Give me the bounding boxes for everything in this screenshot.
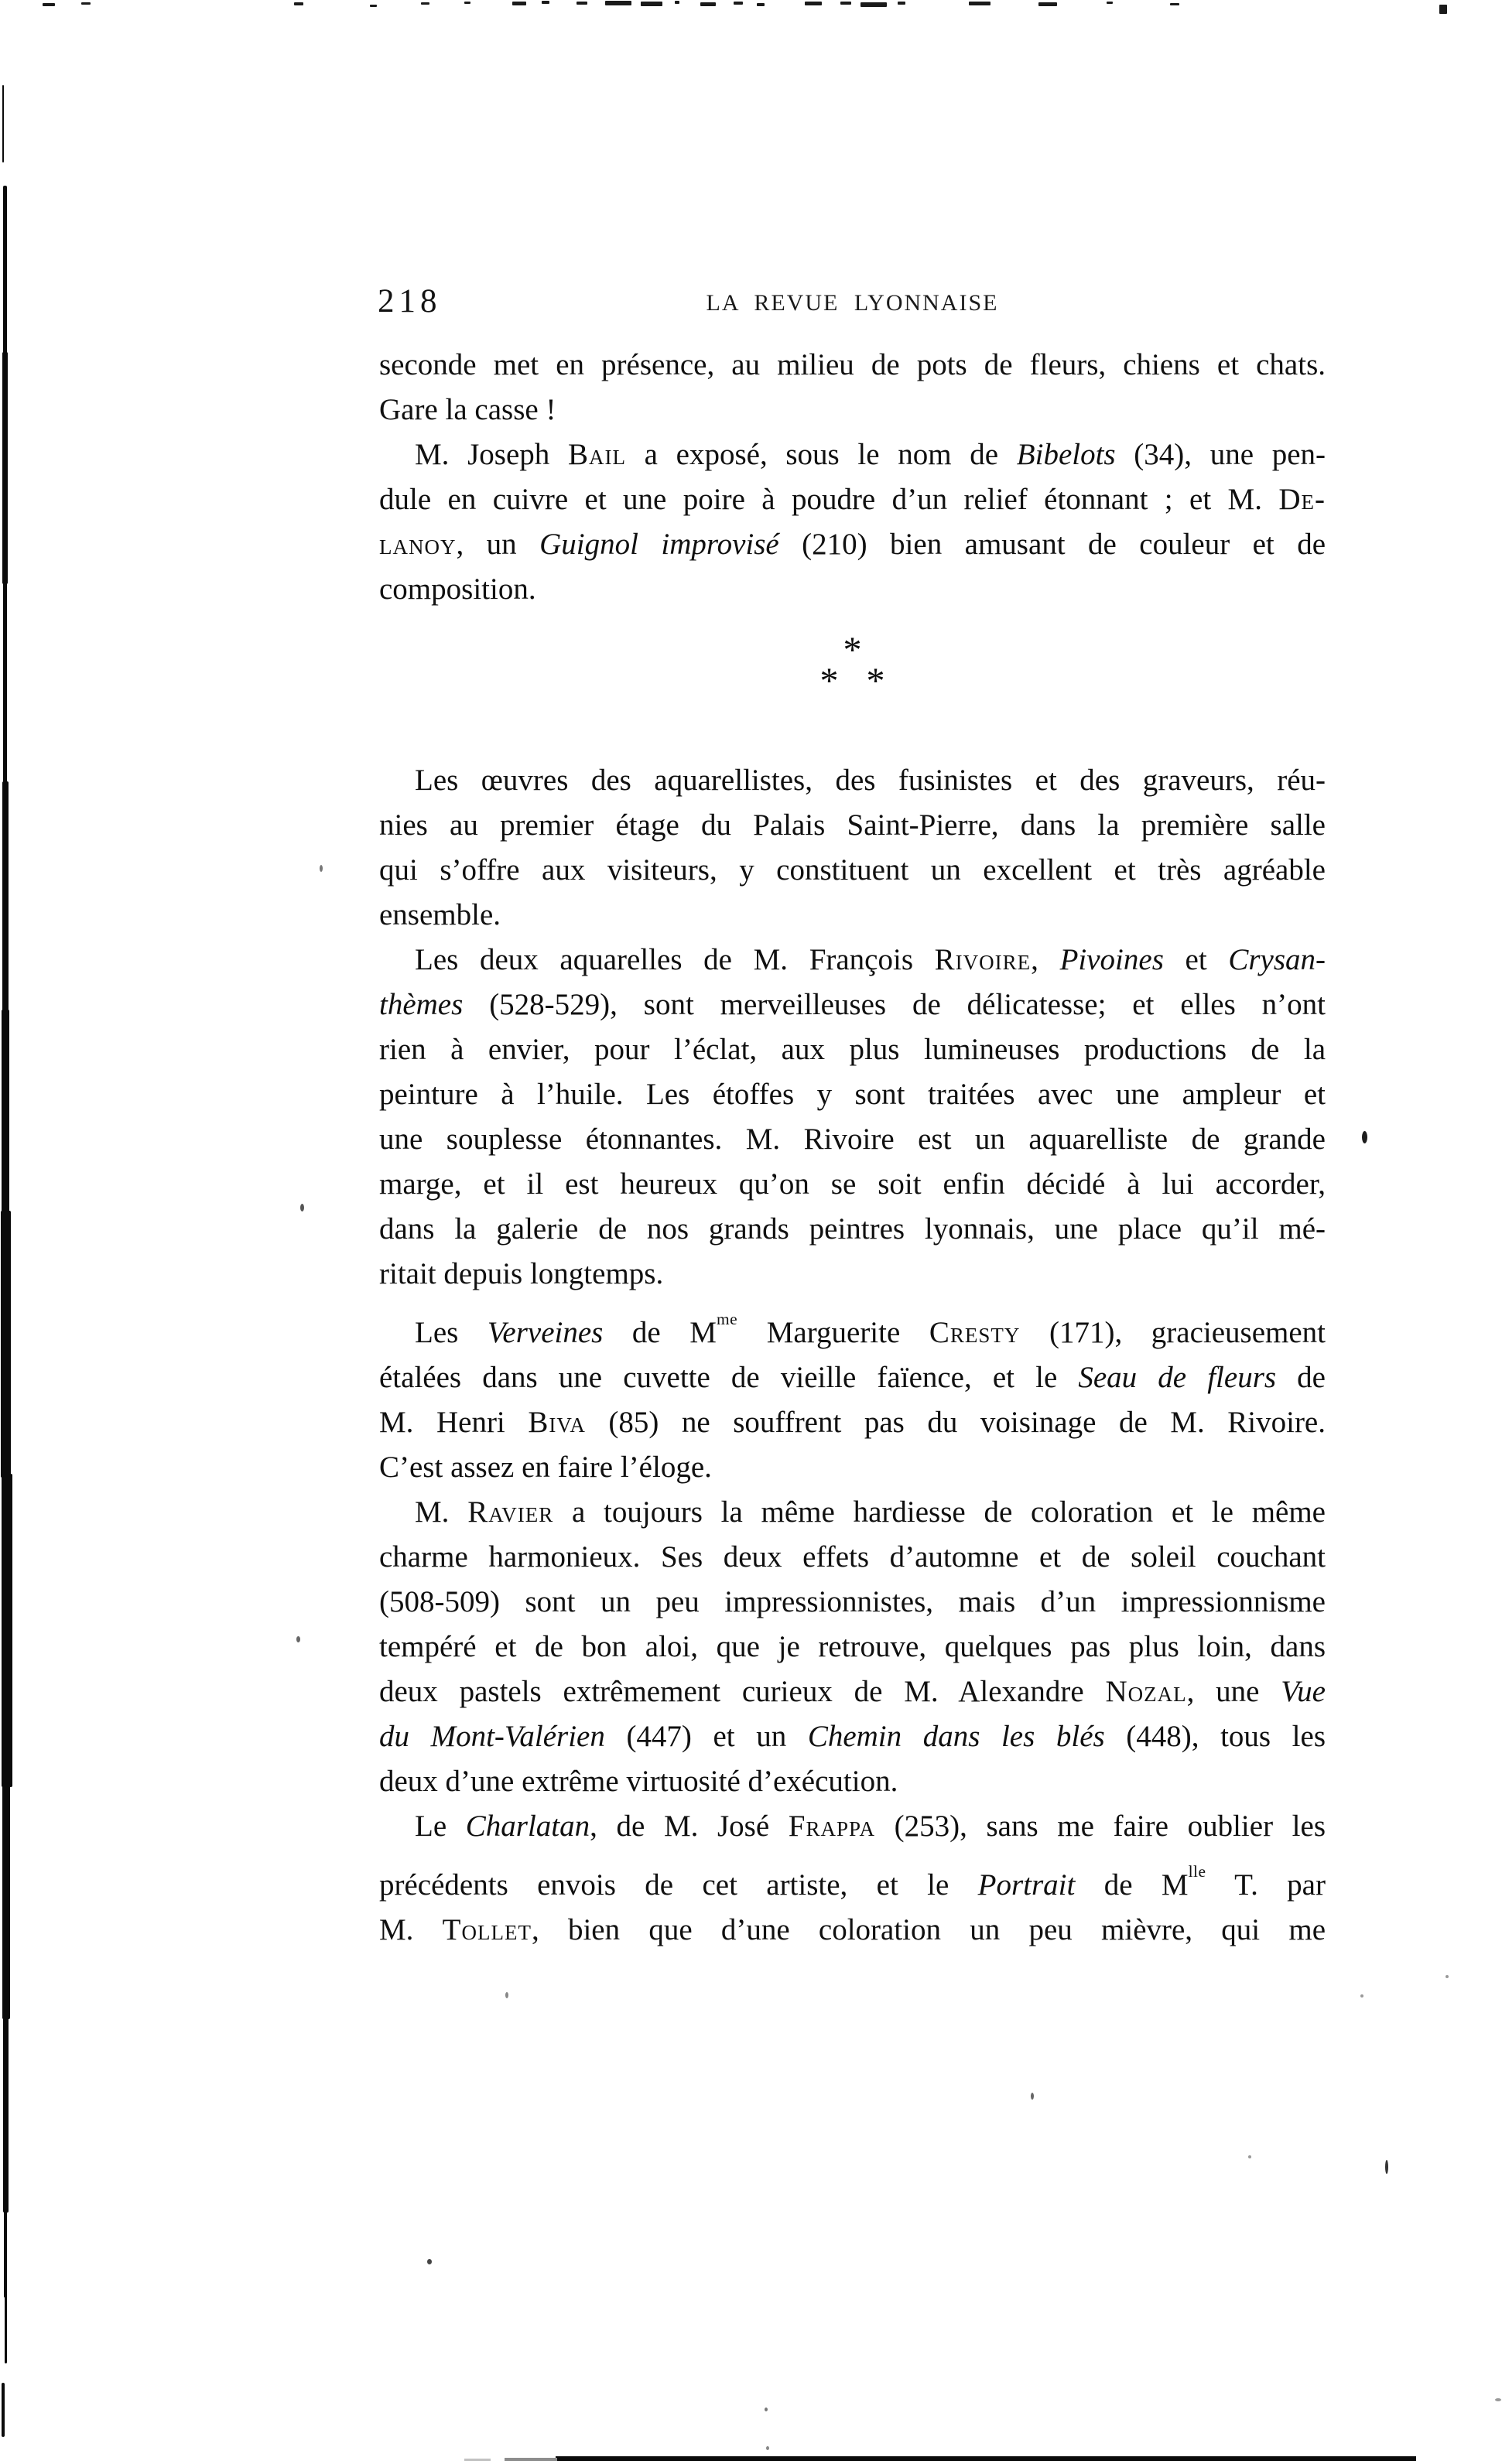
text-line: M. Henri Biva (85) ne souffrent pas du voisinage de M. Rivoire.: [379, 1406, 1326, 1440]
ink-speck: [766, 2446, 769, 2450]
running-title: LA REVUE LYONNAISE: [706, 290, 999, 316]
text-line: M. Joseph Bail a exposé, sous le nom de Bibelots (34), une pen-: [415, 438, 1326, 471]
text-line: deux pastels extrêmement curieux de M. Alexandre Nozal, une Vue: [379, 1675, 1326, 1709]
ink-speck: [1031, 2093, 1034, 2100]
ink-speck: [860, 2, 887, 7]
text-line: dule en cuivre et une poire à poudre d’un relief étonnant ; et M. De-: [379, 483, 1326, 516]
text-line: M. Tollet, bien que d’une coloration un peu mièvre, qui me: [379, 1913, 1326, 1947]
ink-speck: [2, 2383, 5, 2437]
text-line: Les œuvres des aquarellistes, des fusinistes et des graveurs, réu-: [415, 764, 1326, 797]
ink-speck: [700, 2, 716, 6]
ink-speck: [1, 1211, 11, 1478]
text-line: une souplesse étonnantes. M. Rivoire est un aquarelliste de grande: [379, 1123, 1326, 1156]
ink-speck: [2, 352, 8, 584]
ink-speck: [840, 2, 851, 5]
ink-speck: [2, 1474, 12, 1787]
ink-speck: [4, 2209, 7, 2298]
ink-speck: [43, 3, 55, 6]
text-line: Les deux aquarelles de M. François Rivoire, Pivoines et Crysan-: [415, 943, 1326, 976]
section-break-asterisks: [379, 612, 1326, 758]
text-line: peinture à l’huile. Les étoffes y sont traitées avec une ampleur et: [379, 1078, 1326, 1111]
ink-speck: [294, 2, 303, 5]
ink-speck: [1107, 2, 1113, 4]
text-line: dans la galerie de nos grands peintres lyonnais, une place qu’il mé-: [379, 1212, 1326, 1246]
text-line: nies au premier étage du Palais Saint-Pierre, dans la première salle: [379, 808, 1326, 842]
text-line: du Mont-Valérien (447) et un Chemin dans les blés (448), tous les: [379, 1720, 1326, 1754]
ink-speck: [542, 1, 549, 4]
ink-speck: [605, 1, 631, 5]
ink-speck: [898, 2, 905, 5]
ink-speck: [734, 2, 743, 5]
ink-speck: [765, 2408, 768, 2411]
text-line: qui s’offre aux visiteurs, y constituent un excellent et très agréable: [379, 853, 1326, 887]
paragraph: [379, 1297, 1326, 1490]
text-line: rien à envier, pour l’éclat, aux plus lumineuses productions de la: [379, 1033, 1326, 1066]
text-line: M. Ravier a toujours la même hardiesse de coloration et le même: [415, 1495, 1326, 1529]
ink-speck: [505, 1992, 508, 1998]
paragraph: [379, 1490, 1326, 1804]
text-block: [379, 343, 1326, 1953]
text-line: C’est assez en faire l’éloge.: [379, 1451, 712, 1485]
ink-speck: [556, 2456, 1416, 2461]
ink-speck: [427, 2259, 432, 2264]
ink-speck: [1385, 2160, 1388, 2174]
ink-speck: [805, 2, 822, 5]
ink-speck: [421, 2, 429, 5]
ink-speck: [577, 2, 587, 5]
ink-speck: [300, 1204, 304, 1211]
ink-speck: [2, 781, 9, 1013]
asterisk-row-2: * *: [819, 661, 885, 702]
ink-speck: [3, 2015, 9, 2213]
text-line: étalées dans une cuvette de vieille faïence, et le Seau de fleurs de: [379, 1361, 1326, 1395]
ink-speck: [320, 865, 323, 872]
asterisk-row-1: *: [843, 630, 862, 671]
text-line: (508-509) sont un peu impressionnistes, mais d’un impressionnisme: [379, 1585, 1326, 1619]
ink-speck: [675, 1, 679, 4]
ink-speck: [2, 1783, 10, 2019]
ink-speck: [5, 2294, 7, 2363]
ink-speck: [370, 5, 377, 7]
paragraph: [379, 938, 1326, 1297]
paragraph: [379, 1804, 1326, 1953]
ink-speck: [1170, 3, 1179, 5]
ink-speck: [512, 2, 526, 5]
ink-speck: [2, 1010, 9, 1215]
ink-speck: [969, 2, 990, 5]
ink-speck: [3, 186, 7, 356]
ink-speck: [3, 580, 7, 785]
ink-speck: [505, 2458, 557, 2461]
ink-speck: [757, 3, 765, 6]
ink-speck: [641, 2, 662, 6]
ink-speck: [296, 1636, 300, 1642]
text-line: ensemble.: [379, 898, 501, 931]
ink-speck: [1446, 1975, 1449, 1978]
text-line: Gare la casse !: [379, 393, 556, 426]
text-line: thèmes (528-529), sont merveilleuses de délicatesse; et elles n’ont: [379, 988, 1326, 1021]
ink-speck: [81, 2, 91, 5]
text-line: Les Verveines de $M^{me}$ Marguerite Cresty (171), gracieusement: [415, 1310, 1326, 1350]
paragraph: [379, 758, 1326, 938]
ink-speck: [1495, 2398, 1501, 2401]
text-line: précédents envois de cet artiste, et le Portrait de $M^{lle}$ T. par: [379, 1862, 1326, 1902]
text-line: seconde met en présence, au milieu de pots de fleurs, chiens et chats.: [379, 348, 1326, 381]
ink-speck: [1439, 5, 1447, 14]
paragraph: [379, 432, 1326, 612]
ink-speck: [464, 2, 470, 4]
ink-speck: [1362, 1131, 1367, 1143]
text-line: marge, et il est heureux qu’on se soit enfin décidé à lui accorder,: [379, 1167, 1326, 1201]
ink-speck: [1360, 1994, 1363, 1998]
ink-speck: [1248, 2155, 1251, 2158]
text-line: tempéré et de bon aloi, que je retrouve, quelques pas plus loin, dans: [379, 1630, 1326, 1664]
paragraph: [379, 343, 1326, 432]
ink-speck: [464, 2459, 491, 2461]
text-line: charme harmonieux. Ses deux effets d’automne et de soleil couchant: [379, 1540, 1326, 1574]
page-number: 218: [378, 283, 442, 320]
text-line: composition.: [379, 572, 536, 606]
text-line: Le Charlatan, de M. José Frappa (253), sans me faire oublier les: [415, 1810, 1326, 1844]
text-line: lanoy, un Guignol improvisé (210) bien amusant de couleur et de: [379, 528, 1326, 561]
text-line: ritait depuis longtemps.: [379, 1257, 664, 1290]
ink-speck: [1038, 2, 1057, 6]
text-line: deux d’une extrême virtuosité d’exécution.: [379, 1765, 898, 1799]
ink-speck: [2, 85, 4, 162]
